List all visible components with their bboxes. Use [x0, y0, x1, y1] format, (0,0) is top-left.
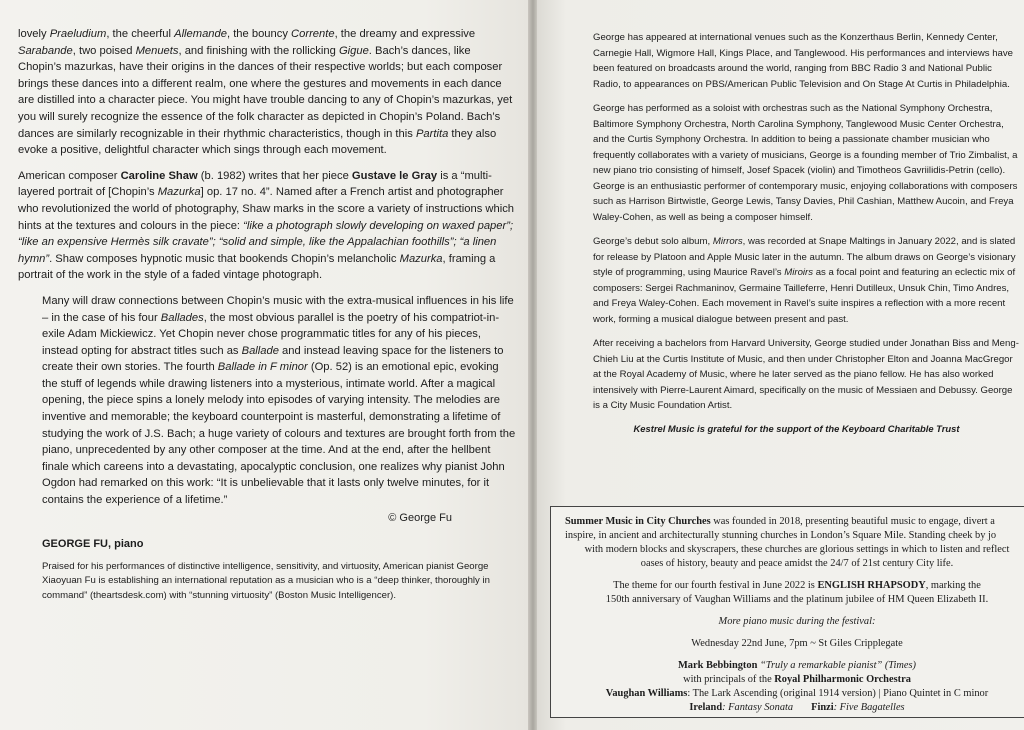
text: George’s debut solo album, — [593, 236, 713, 247]
programme-line — [565, 687, 1024, 701]
text: , the cheerful — [106, 28, 175, 40]
right-paragraph-orchestras: George has performed as a soloist with orchestras such as the National Symphony Orchestra, Baltimore Symphony Orchestra, North Carolina Symphony, Tanglewood Music Center Orchestra, and the Curtis Symphony Orchestra. In addition to being a passionate chamber musician who frequently collaborates with a variety of musicians, George is a founding member of Trio Zimbalist, a new piano trio consisting of himself, Josef Spacek (violin) and Timotheos Gavriilidis-Petrin (cello). George is an enthusiastic performer of contemporary music, enjoying collaborations with composers such as Harrison Birtwistle, George Lewis, Tansy Davies, Phil Cashian, Matthew Aucoin, and Freya Waley-Cohen, as well as being a composer himself. — [593, 103, 1018, 223]
left-paragraph-ballade — [18, 293, 516, 509]
performer-name: Mark Bebbington — [677, 660, 758, 671]
text: (b. 1982) writes that her piece — [197, 169, 352, 182]
text: they also evoke a positive, delightful character which sings through each movement. — [18, 127, 497, 157]
title-partita: Partita — [415, 127, 449, 140]
text: as a focal point and featuring an eclectic mix of composers: Sergei Rachmaninov, Germaine Tailleferre, Henri Dutilleux, Unsuk Chin, Timo Andres, and Freya Waley-Cohen. Each movement in Ravel’s suite inspires a reflection with a more recent work, forming a musical dialogue between present and past. — [593, 267, 1016, 325]
title-gigue: Gigue — [338, 44, 369, 57]
text: , the dreamy and expressive — [334, 28, 476, 40]
orchestra-line — [565, 673, 1024, 687]
performer-line — [565, 659, 1024, 673]
text: More piano music during the festival: — [718, 616, 876, 627]
festival-name: Summer Music in City Churches — [565, 516, 711, 527]
concert-date: Wednesday 22nd June, 7pm ~ St Giles Cripplegate — [691, 638, 903, 649]
festival-line — [565, 515, 1024, 529]
composer-name: Vaughan Williams — [605, 688, 688, 699]
orchestra-name: Royal Philharmonic Orchestra — [774, 674, 911, 685]
text: , the bouncy — [226, 28, 292, 40]
title-sarabande: Sarabande — [18, 44, 73, 57]
text: . Shaw composes hypnotic music that bookends Chopin’s melancholic — [49, 252, 400, 265]
title-menuets: Menuets — [135, 44, 179, 57]
title-praeludium: Praeludium — [49, 28, 107, 40]
title-ballades: Ballades — [160, 311, 204, 324]
sponsor-thanks: Kestrel Music is grateful for the support of the Keyboard Charitable Trust — [633, 422, 960, 434]
title-mazurka: Mazurka — [157, 186, 201, 199]
programme-line — [565, 701, 1024, 715]
title-ballade: Ballade — [241, 344, 279, 357]
title-mazurka: Mazurka — [399, 252, 443, 265]
work-title: : Fantasy Sonata — [722, 702, 794, 713]
festival-theme: ENGLISH RHAPSODY — [817, 580, 926, 591]
score-instructions: “like a photograph slowly developing on waxed paper”; “like an expensive Hermès silk cravate”; “solid and simple, like the Appalachian foothills”; “a linen hymn” — [18, 219, 514, 265]
album-title: Mirrors — [712, 236, 743, 247]
title-allemande: Allemande — [174, 28, 227, 40]
festival-line: inspire, in ancient and architecturally stunning churches in London’s Square Mile. Standing cheek by jo — [565, 530, 997, 541]
work-title: : Five Bagatelles — [833, 702, 905, 713]
bio-heading: GEORGE FU, piano — [42, 537, 144, 550]
text: , and finishing with the rollicking — [178, 44, 339, 57]
text: lovely — [18, 28, 50, 40]
festival-line: 150th anniversary of Vaughan Williams and the platinum jubilee of HM Queen Elizabeth II. — [605, 594, 989, 605]
title-corrente: Corrente — [291, 28, 335, 40]
right-paragraph-education: After receiving a bachelors from Harvard University, George studied under Jonathan Biss and Meng-Chieh Liu at the Curtis Institute of Music, and then under Christopher Elton and Joanna MacGregor at the Royal Academy of Music, where he later served as the piano fellow. He has also worked intensively with Pierre-Laurent Aimard, specifically on the music of Messiaen and Debussy. George is a City Music Foundation Artist. — [593, 338, 1019, 411]
composer-name: Caroline Shaw — [120, 169, 198, 182]
text: , was recorded at Snape Maltings in January 2022, and is slated for release by Platoon and Apple Music later in the autumn. The album draws on George’s visionary style of programming, using Maurice Ravel’s — [593, 236, 1016, 278]
text: (Op. 52) is an emotional epic, evoking the stuff of legends while drawing listeners into a mysterious, intimate world. After a magical opening, the piece spins a lonely melody into episodes of varying intensity. The melodies are inventive and memorable; the keyboard counterpoint is masterful, demonstrating a lifetime of studying the work of J.S. Bach; a huge variety of colours and textures are brought forth from the piano, unprecedented by any other composer at the time. And at the end, after the hellbent finale which careens into a devastating, apocalyptic conclusion, one realizes why pianist John Ogdon had remarked on this work: “It is unbelievable that it lasts only twelve minutes, for it contains the experience of a lifetime.” — [42, 361, 516, 507]
piece-title: Gustave le Gray — [351, 169, 438, 182]
left-paragraph-shaw — [18, 168, 516, 284]
text: ] op. 17 no. 4”. Named after a French artist and photographer who revolutionized the world of photography, Shaw marks in the score a variety of instructions which hints at the textures and colours in the piece: — [18, 186, 515, 232]
composer-name: Finzi — [811, 702, 834, 713]
bio-paragraph: Praised for his performances of distinctive intelligence, sensitivity, and virtuosity, American pianist George Xiaoyuan Fu is establishing an international reputation as a musician who is a “deep thinker, thoroughly in command” (theartsdesk.com) with “stunning virtuosity” (Boston Music Intelligencer). — [42, 560, 490, 601]
press-quote: “Truly a remarkable pianist” (Times) — [757, 660, 917, 671]
right-paragraph-album — [593, 234, 1020, 327]
festival-subheading — [565, 615, 1024, 629]
text: is a “multi-layered portrait of [Chopin’s — [18, 169, 492, 199]
festival-box — [550, 506, 1024, 718]
festival-line: oases of history, beauty and peace amidst the 24/7 of 21st century City life. — [640, 558, 954, 569]
festival-theme-line — [565, 579, 1024, 593]
text: . Bach’s dances, like Chopin’s mazurkas, have their origins in the dances of their respective worlds; but each composer brings these dances into a different realm, one where the gestures and movements in each dance are distilled into a character piece. You might have trouble dancing to any of Chopin’s mazurkas, yet you will surely recognize the essence of the folk character as depicted in Chopin’s Poland. Bach’s dances are similarly recognizable in their rhythmic characteristics, though in this — [18, 44, 513, 140]
left-paragraph-dances — [18, 26, 516, 159]
title-miroirs: Miroirs — [784, 267, 814, 278]
right-paragraph-venues: George has appeared at international venues such as the Konzerthaus Berlin, Kennedy Center, Carnegie Hall, Wigmore Hall, Kings Place, and Tanglewood. His performances and interviews have been featured on broadcasts around the world, ranging from BBC Radio 3 and National Public Radio, to appearances on PBS/American Public Television and On Stage At Curtis in Philadelphia. — [593, 32, 1014, 90]
notes-credit: © George Fu — [388, 511, 452, 524]
text: , two poised — [72, 44, 136, 57]
text: , framing a portrait of the work in the style of a faded vintage photograph. — [18, 252, 496, 282]
text: with principals of the — [683, 674, 775, 685]
title-ballade-f-minor: Ballade in F minor — [217, 361, 308, 374]
festival-line: with modern blocks and skyscrapers, these churches are glorious settings in which to listen and reflect — [584, 544, 1010, 555]
composer-name: Ireland — [689, 702, 723, 713]
text: The theme for our fourth festival in June 2022 is — [613, 580, 818, 591]
text: and instead leaving space for the listeners to create their own stories. The fourth — [42, 344, 504, 374]
text: was founded in 2018, presenting beautiful music to engage, divert a — [710, 516, 995, 527]
text: Many will draw connections between Chopin’s music with the extra-musical influences in his life – in the case of his four — [42, 294, 514, 324]
text: : The Lark Ascending (original 1914 version) | Piano Quintet in C minor — [687, 688, 989, 699]
text: American composer — [18, 169, 121, 182]
text: , marking the — [925, 580, 981, 591]
text: , the most obvious parallel is the poetry of his compatriot-in-exile Adam Mickiewicz. Yet Chopin never chose programmatic titles for any of his pieces, instead opting for abstract titles such as — [42, 311, 500, 357]
